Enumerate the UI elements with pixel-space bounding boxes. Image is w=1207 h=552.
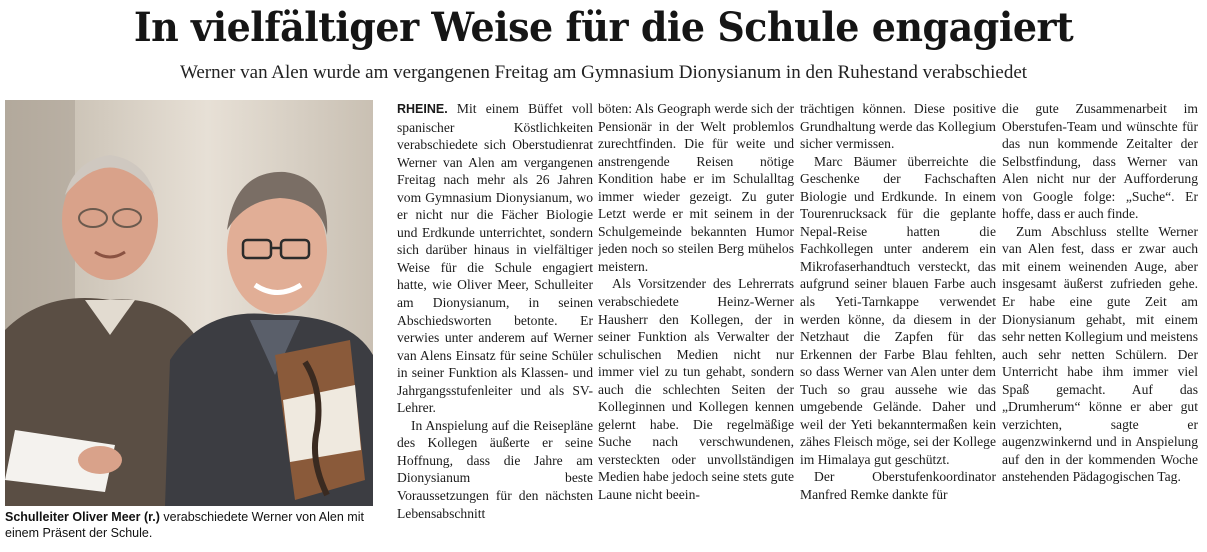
- paragraph: Marc Bäumer überreichte die Geschenke der Fachschaften Biologie und Erdkunde. In einem Tourenrucksack für die geplante Nepal-Reise hatten die Fachkollegen unter anderem ein Mikrofaserhandtuch versteckt, das aufgrund seiner blauen Farbe auch als Yeti-Tarnkappe verwendet werden könne, da diesem in der Netzhaut die Zapfen für das Erkennen der Farbe Blau fehlten, so dass Werner van Alen unter dem Tuch so grau aussehe wie das umgebende Gelände. Daher und weil der Yeti bekanntermaßen kein zähes Fleisch möge, sei der Kollege im Himalaya gut geschützt.: [800, 153, 996, 467]
- article-photo: [5, 100, 373, 506]
- caption-lead: Schulleiter Oliver Meer (r.): [5, 510, 160, 524]
- paragraph: böten: Als Geograph werde sich der Pensionär in der Welt problemlos zurechtfinden. Die für weite und anstrengende Reisen nötige Kondition habe er im Schulalltag immer wieder gezeigt. Zu guter Letzt werde er mit seinem in der Schulgemeinde bekannten Humor jeden noch so steilen Berg mühelos meistern.: [598, 101, 794, 274]
- text-column-4: [1002, 100, 1198, 548]
- paragraph: Zum Abschluss stellte Werner van Alen fest, dass er zwar auch mit einem weinenden Auge, aber insgesamt äußerst zufrieden gehe. Er habe eine gute Zeit am Dionysianum gehabt, mit einem sehr netten Kollegium und meistens auch sehr netten Schülern. Der Unterricht habe ihm immer viel Spaß gemacht. Auf das „Drumherum“ könne er aber gut verzichten, sagte er augenzwinkernd und in Anspielung auf den in der kommenden Woche anstehenden Pädagogischen Tag.: [1002, 223, 1198, 485]
- paragraph: In Anspielung auf die Reisepläne des Kollegen äußerte er seine Hoffnung, dass die Jahre am Dionysianum beste Voraussetzungen für den nächsten Lebensabschnitt: [397, 417, 593, 521]
- paragraph: Als Vorsitzender des Lehrerrats verabschiedete Heinz-Werner Hausherr den Kollegen, der in seiner Funktion als Verwalter der schulischen Medien nicht nur immer viel zu tun gehabt, sondern auch die schlechten Seiten der Kolleginnen und Kollegen kennen gelernt habe. Die regelmäßige Suche nach verschwundenen, versteckten oder unvollständigen Medien habe jedoch seine stets gute Laune nicht beein-: [598, 276, 794, 503]
- dateline: RHEINE.: [397, 102, 448, 116]
- article-headline: In vielfältiger Weise für die Schule engagiert: [133, 4, 1074, 51]
- paragraph: [397, 100, 593, 417]
- text-column-1: [397, 100, 593, 548]
- paragraph: die gute Zusammenarbeit im Oberstufen-Team und wünschte für das nun kommende Zeitalter der Selbstfindung, dass Werner van Alen nicht nur der Aufforderung von Google folge: „Suche“. Er hoffe, dass er auch finde.: [1002, 101, 1198, 222]
- caption-text: verabschiedete Werner von Alen mit einem Präsent der Schule.: [5, 510, 364, 540]
- text-column-2: [598, 100, 794, 548]
- article-subheadline: Werner van Alen wurde am vergangenen Freitag am Gymnasium Dionysianum in den Ruhestand verabschiedet: [179, 62, 1028, 83]
- paragraph: Der Oberstufenkoordinator Manfred Remke dankte für: [800, 469, 996, 503]
- photo-caption: [5, 509, 377, 541]
- paragraph: trächtigen können. Diese positive Grundhaltung werde das Kollegium sicher vermissen.: [800, 101, 996, 152]
- paragraph-text: Mit einem Büffet voll spanischer Köstlichkeiten verabschiedete sich Oberstudienrat Werner van Alen am vergangenen Freitag nach mehr als 26 Jahren vom Gymnasium Dionysianum, wo er nicht nur die Fächer Biologie und Erdkunde unterrichtet, sondern sich darüber hinaus in vielfältiger Weise für die Schule engagiert hatte, wie Oliver Meer, Schulleiter am Dionysianum, in seinen Abschiedsworten betonte. Er verwies unter anderem auf Werner van Alens Einsatz für seine Schüler in seiner Funktion als Klassen- und Jahrgangsstufenleiter und als SV-Lehrer.: [397, 101, 593, 416]
- text-column-3: [800, 100, 996, 548]
